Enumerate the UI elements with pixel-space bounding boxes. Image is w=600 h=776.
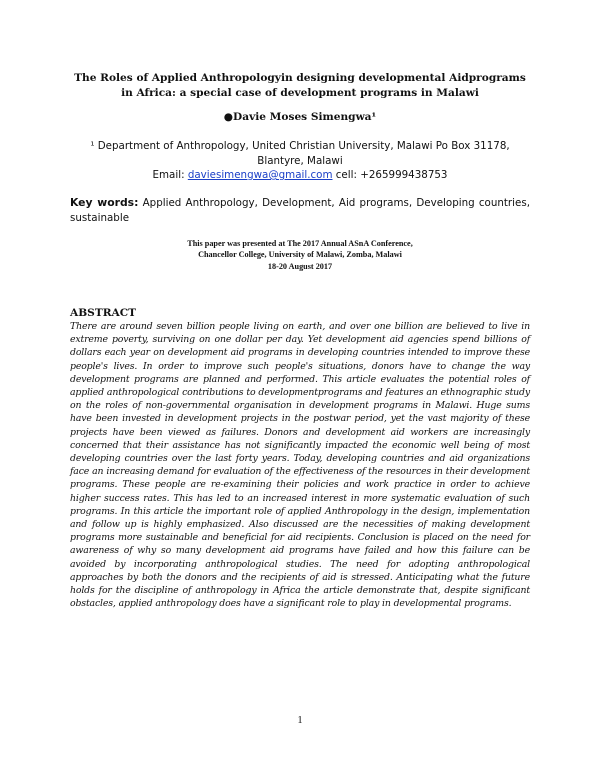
conference-note <box>120 238 480 272</box>
cell-number: cell: +265999438753 <box>332 169 448 181</box>
page-number: 1 <box>297 715 303 726</box>
keywords-list: Applied Anthropology, Development, Aid programs, Developing countries, sustainable <box>70 197 530 224</box>
paper-title: The Roles of Applied Anthropologyin designing developmental Aidprograms in Africa: a special case of development programs in Malawi <box>74 72 526 99</box>
email-link[interactable]: daviesimengwa@gmail.com <box>187 169 333 181</box>
keywords-label: Key words: <box>70 196 139 209</box>
abstract-heading: ABSTRACT <box>70 307 137 319</box>
email-prefix: Email: <box>152 169 188 181</box>
author-name: ●Davie Moses Simengwa¹ <box>223 111 377 123</box>
contact-line <box>70 168 530 183</box>
conference-note-line-3: 18-20 August 2017 <box>267 261 333 271</box>
abstract-text: There are around seven billion people living on earth, and over one billion are believed to live in extreme poverty, surviving on one dollar per day. Yet development aid agencies spend billions of dollars each year on development aid programs in developing countries intended to improve these people's lives. In order to improve such people's situations, donors have to change the way development programs are planned and performed. This article evaluates the potential roles of applied anthropological contributions to developmentprograms and features an ethnographic study on the roles of non-governmental organisation in development programs in Malawi. Huge sums have been invested in development projects in the postwar period, yet the vast majority of these projects have been viewed as failures. Donors and development aid workers are increasingly concerned that their assistance has not significantly impacted the economic well being of most developing countries over the last forty years. Today, developing countries and aid organizations face an increasing demand for evaluation of the effectiveness of the resources in their development programs. These people are re-examining their policies and work practice in order to achieve higher success rates. This has led to an increased interest in more systematic evaluation of such programs. In this article the important role of applied Anthropology in the design, implementation and follow up is highly emphasized. Also discussed are the necessities of making development programs more sustainable and beneficial for aid recipients. Conclusion is placed on the need for awareness of why so many development aid programs have failed and how this failure can be avoided by incorporating anthropological studies. The need for adopting anthropological approaches by both the donors and the recipients of aid is stressed. Anticipating what the future holds for the discipline of anthropology in Africa the article demonstrate that, despite significant obstacles, applied anthropology does have a significant role to play in developmental programs. <box>70 321 530 610</box>
conference-note-line-2: Chancellor College, University of Malawi, Zomba, Malawi <box>198 250 402 260</box>
author-affiliation: ¹ Department of Anthropology, United Christian University, Malawi Po Box 31178, Blantyre, Malawi <box>90 140 510 167</box>
conference-note-line-1: This paper was presented at The 2017 Annual ASnA Conference, <box>187 239 413 248</box>
keywords <box>70 196 530 225</box>
